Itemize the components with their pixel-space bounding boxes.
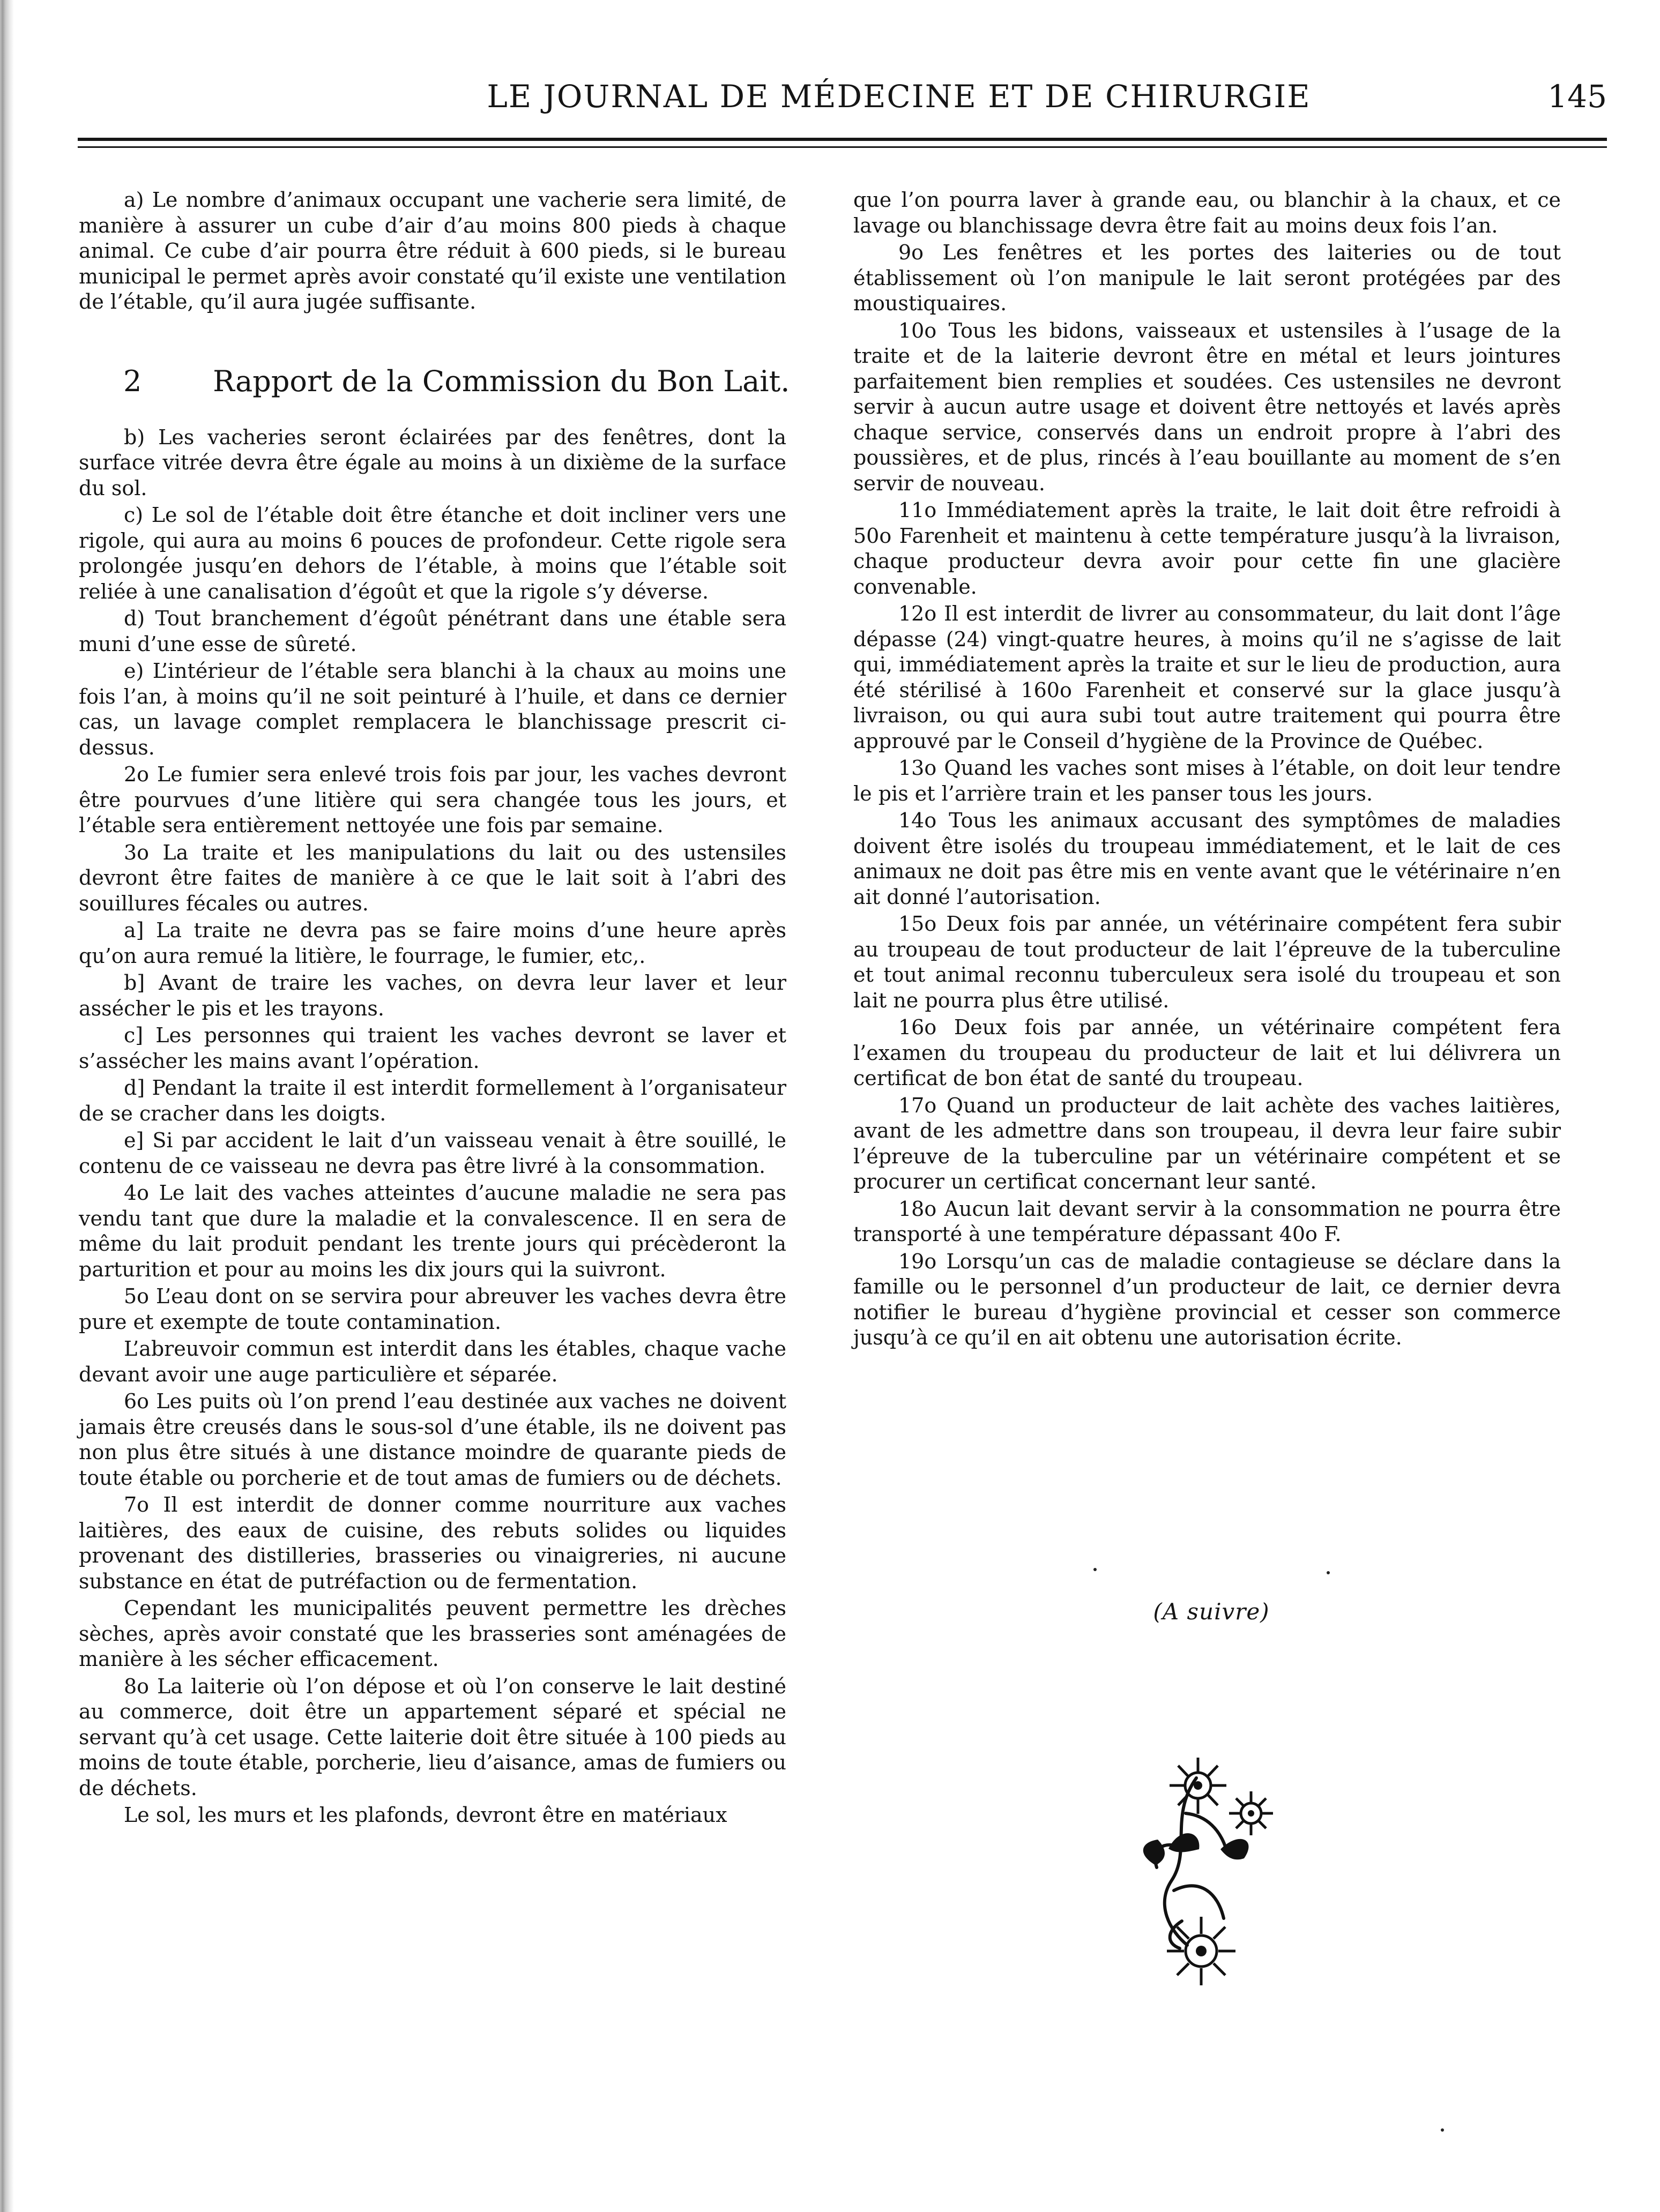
- left-paragraph-d: d) Tout branchement d’égoût pénétrant dans une étable sera muni d’une esse de sûreté.: [79, 607, 786, 656]
- right-paragraph-18o: 18o Aucun lait devant servir à la consommation ne pourra être transporté à une température dépassant 40o F.: [853, 1197, 1561, 1246]
- decorative-dot: [1093, 1568, 1097, 1571]
- right-paragraph-16o: 16o Deux fois par année, un vétérinaire compétent fera l’examen du troupeau du producteur de lait et lui délivrera un certificat de bon état de santé du troupeau.: [853, 1015, 1561, 1090]
- left-paragraph-final: Le sol, les murs et les plafonds, devront être en matériaux: [124, 1803, 727, 1827]
- section-heading: [123, 365, 799, 398]
- continuation-note: (A suivre): [1153, 1598, 1270, 1625]
- right-paragraph-9o: 9o Les fenêtres et les portes des laiteries ou de tout établissement où l’on manipule le lait seront protégées par des moustiquaires.: [853, 241, 1561, 315]
- left-paragraph-e: e) L’intérieur de l’étable sera blanchi à la chaux au moins une fois l’an, à moins qu’il ne soit peinturé à l’huile, et dans ce dernier cas, un lavage complet remplacera le blanchissage prescrit ci-dessus.: [79, 659, 786, 759]
- left-paragraph-8o: 8o La laiterie où l’on dépose et où l’on conserve le lait destiné au commerce, doit être un appartement séparé et spécial ne servant qu’à cet usage. Cette laiterie doit être située à 100 pieds au moins de toute étable, porcherie, lieu d’aisance, amas de fumiers ou de déchets.: [79, 1674, 786, 1800]
- right-paragraph-10o: 10o Tous les bidons, vaisseaux et ustensiles à l’usage de la traite et de la laiterie devront être en métal et leurs jointures parfaitement bien remplies et soudées. Ces ustensiles ne devront servir à aucun autre usage et doivent être nettoyés et lavés après chaque service, conservés dans un endroit propre à l’abri des poussières, et de plus, rincés à l’eau bouillante au moment de s’en servir de nouveau.: [853, 318, 1561, 495]
- flower-ornament-icon: [1131, 1758, 1276, 1985]
- left-paragraph-e-bracket: e] Si par accident le lait d’un vaisseau venait à être souillé, le contenu de ce vaisseau ne devra pas être livré à la consommation.: [79, 1129, 786, 1178]
- left-paragraph-7o: 7o Il est interdit de donner comme nourriture aux vaches laitières, des eaux de cuisine, des rebuts solides ou liquides provenant des distilleries, brasseries ou vinaigreries, ni aucune substance en état de putréfaction ou de fermentation.: [79, 1493, 786, 1593]
- left-paragraph-a-bracket: a] La traite ne devra pas se faire moins d’une heure après qu’on aura remué la litière, le fourrage, le fumier, etc,.: [79, 918, 786, 968]
- right-paragraph-14o: 14o Tous les animaux accusant des symptômes de maladies doivent être isolés du troupeau immédiatement, et le lait de ces animaux ne doit pas être mis en vente avant que le vétérinaire n’en ait donné l’autorisation.: [853, 809, 1561, 909]
- bottom-dot: [1441, 2128, 1444, 2132]
- left-paragraph-4o: 4o Le lait des vaches atteintes d’aucune maladie ne sera pas vendu tant que dure la maladie et la convalescence. Il en sera de même du lait produit pendant les trente jours qui précèderont la parturition et pour au moins les dix jours qui la suivront.: [79, 1181, 786, 1281]
- left-text-column: [79, 188, 786, 1828]
- left-paragraph-a: a) Le nombre d’animaux occupant une vacherie sera limité, de manière à assurer un cube d’air d’au moins 800 pieds à chaque animal. Ce cube d’air pourra être réduit à 600 pieds, si le bureau municipal le permet après avoir constaté qu’il existe une ventilation de l’étable, qu’il aura jugée suffisante.: [79, 188, 786, 313]
- right-paragraph-12o: 12o Il est interdit de livrer au consommateur, du lait dont l’âge dépasse (24) vingt-quatre heures, à moins qu’il ne s’agisse de lait qui, immédiatement après la traite et sur le lieu de production, aura été stérilisé à 160o Farenheit et conservé sur la glace jusqu’à livraison, ou qui aura subi tout autre traitement qui pourra être approuvé par le Conseil d’hygiène de la Province de Québec.: [853, 602, 1561, 753]
- header-rule-thick: [78, 138, 1607, 141]
- left-paragraph-5o: 5o L’eau dont on se servira pour abreuver les vaches devra être pure et exempte de toute contamination.: [79, 1284, 786, 1334]
- right-paragraph-lavage: que l’on pourra laver à grande eau, ou blanchir à la chaux, et ce lavage ou blanchissage devra être fait au moins deux fois l’an.: [853, 188, 1561, 237]
- left-paragraph-b: b) Les vacheries seront éclairées par des fenêtres, dont la surface vitrée devra être égale au moins à un dixième de la surface du sol.: [79, 425, 786, 500]
- right-paragraph-15o: 15o Deux fois par année, un vétérinaire compétent fera subir au troupeau de tout producteur de lait l’épreuve de la tuberculine et tout animal reconnu tuberculeux sera isolé du troupeau et son lait ne pourra plus être utilisé.: [853, 912, 1561, 1012]
- left-paragraph-d-bracket: d] Pendant la traite il est interdit formellement à l’organisateur de se cracher dans les doigts.: [79, 1076, 786, 1125]
- left-paragraph-3o: 3o La traite et les manipulations du lait ou des ustensiles devront être faites de manière à ce que le lait soit à l’abri des souillures fécales ou autres.: [79, 840, 786, 915]
- scanned-left-edge: [0, 0, 14, 2212]
- header-rule-thin: [78, 146, 1607, 148]
- page-header: [78, 80, 1607, 131]
- right-paragraph-11o: 11o Immédiatement après la traite, le lait doit être refroidi à 50o Farenheit et maintenu à cette température jusqu’à la livraison, chaque producteur devra avoir pour cette fin une glacière convenable.: [853, 498, 1561, 599]
- right-paragraph-19o: 19o Lorsqu’un cas de maladie contagieuse se déclare dans la famille ou le personnel d’un producteur de lait, ce dernier devra notifier le bureau d’hygiène provincial et cesser son commerce jusqu’à ce qu’il en ait obtenu une autorisation écrite.: [853, 1249, 1561, 1349]
- decorative-dot: [1327, 1571, 1330, 1574]
- right-text-column: [853, 188, 1561, 1351]
- page-number: 145: [1547, 78, 1607, 115]
- journal-title: LE JOURNAL DE MÉDECINE ET DE CHIRURGIE: [487, 78, 1311, 115]
- left-paragraph-c-bracket: c] Les personnes qui traient les vaches devront se laver et s’assécher les mains avant l’opération.: [79, 1023, 786, 1073]
- left-paragraph-cependant: Cependant les municipalités peuvent permettre les drèches sèches, après avoir constaté que les brasseries sont aménagées de manière à les sécher efficacement.: [79, 1596, 786, 1671]
- right-paragraph-13o: 13o Quand les vaches sont mises à l’étable, on doit leur tendre le pis et l’arrière train et les panser tous les jours.: [853, 756, 1561, 805]
- left-paragraph-6o: 6o Les puits où l’on prend l’eau destinée aux vaches ne doivent jamais être creusés dans le sous-sol d’une étable, ils ne doivent pas non plus être situés à une distance moindre de quarante pieds de toute étable ou porcherie et de tout amas de fumiers ou de déchets.: [79, 1389, 786, 1490]
- left-paragraph-c: c) Le sol de l’étable doit être étanche et doit incliner vers une rigole, qui aura au moins 6 pouces de profondeur. Cette rigole sera prolongée jusqu’en dehors de l’étable, à moins que l’étable soit reliée à une canalisation d’égoût et que la rigole s’y déverse.: [79, 503, 786, 603]
- right-paragraph-17o: 17o Quand un producteur de lait achète des vaches laitières, avant de les admettre dans son troupeau, il devra leur faire subir l’épreuve de la tuberculine par un vétérinaire compétent et se procurer un certificat concernant leur santé.: [853, 1093, 1561, 1193]
- section-heading-text: Rapport de la Commission du Bon Lait.: [213, 364, 790, 398]
- section-number: 2: [123, 364, 142, 398]
- left-paragraph-abreuvoir: L’abreuvoir commun est interdit dans les étables, chaque vache devant avoir une auge particulière et séparée.: [79, 1337, 786, 1386]
- left-paragraph-b-bracket: b] Avant de traire les vaches, on devra leur laver et leur assécher le pis et les trayons.: [79, 971, 786, 1020]
- left-paragraph-2o: 2o Le fumier sera enlevé trois fois par jour, les vaches devront être pourvues d’une litière qui sera changée tous les jours, et l’étable sera entièrement nettoyée une fois par semaine.: [79, 763, 786, 837]
